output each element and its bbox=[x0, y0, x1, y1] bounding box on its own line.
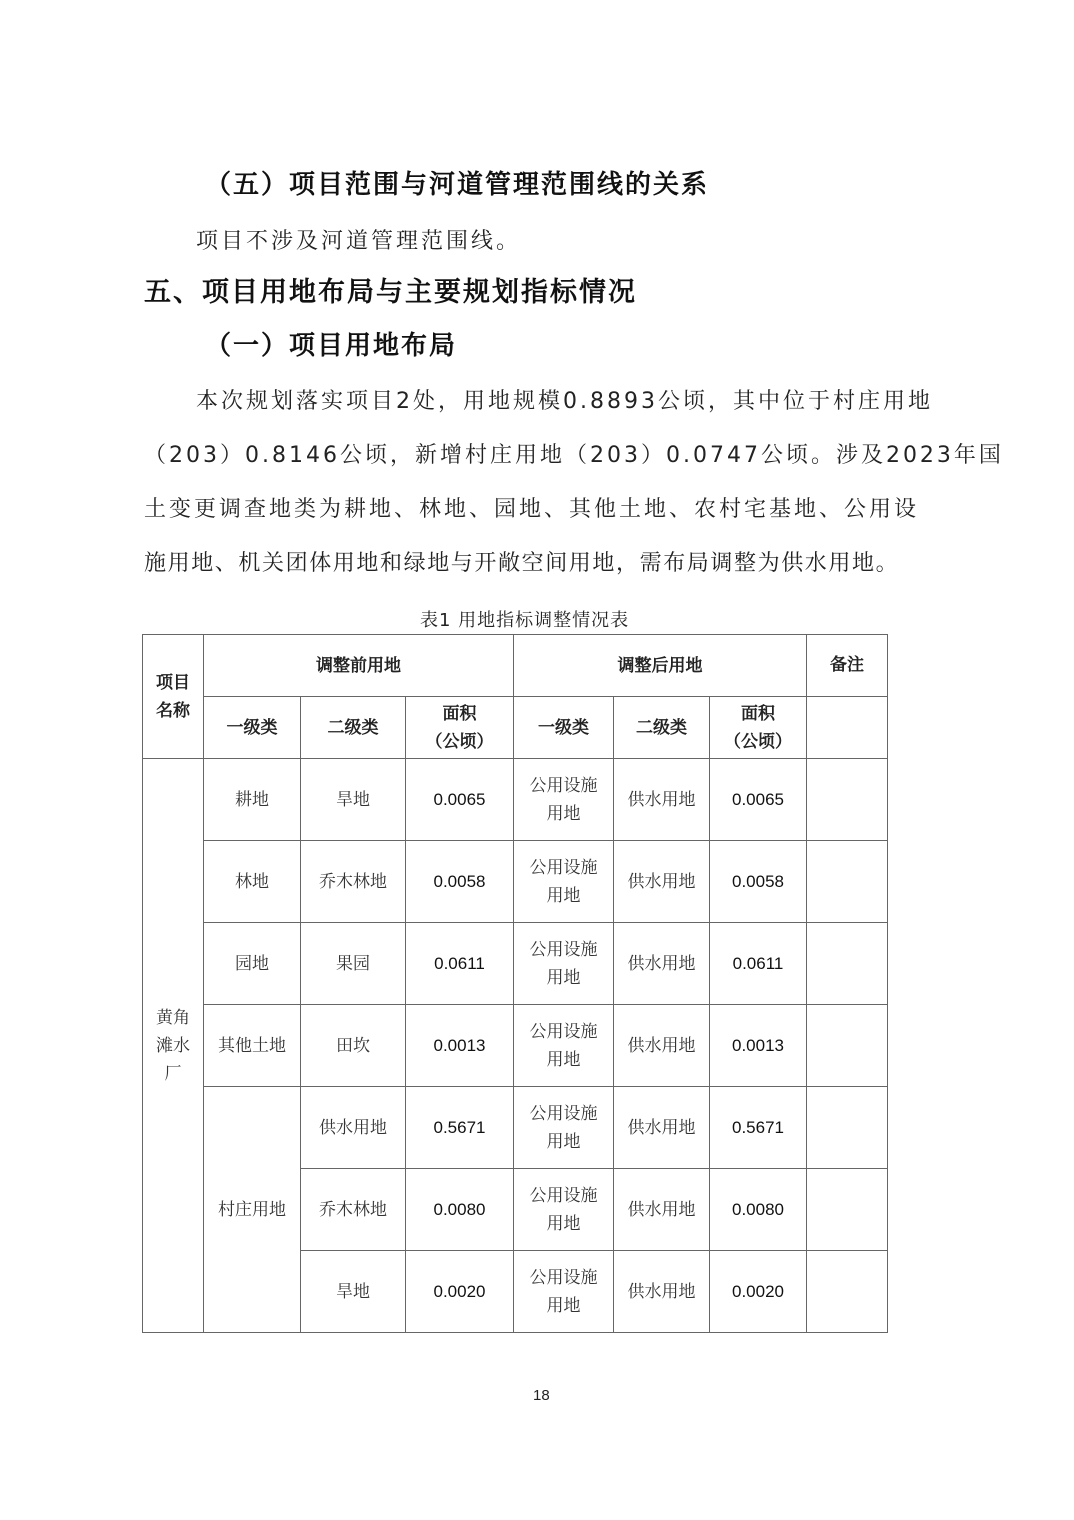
after-level1-cell: 公用设施用地 bbox=[514, 1087, 614, 1169]
remark-cell bbox=[807, 1087, 888, 1169]
remark-cell bbox=[807, 1169, 888, 1251]
table-row bbox=[143, 923, 888, 1005]
before-level1-cell: 耕地 bbox=[204, 759, 301, 841]
after-area-cell: 0.0013 bbox=[710, 1005, 807, 1087]
remark-cell bbox=[807, 1251, 888, 1333]
after-area-cell: 0.5671 bbox=[710, 1087, 807, 1169]
table-row bbox=[143, 841, 888, 923]
land-adjustment-table bbox=[142, 634, 888, 1333]
table-caption: 表1 用地指标调整情况表 bbox=[420, 610, 630, 631]
before-level2-cell: 田坎 bbox=[301, 1005, 406, 1087]
section-heading-5: （五）项目范围与河道管理范围线的关系 bbox=[205, 170, 710, 200]
before-level2-cell: 乔木林地 bbox=[301, 841, 406, 923]
before-level1-cell: 林地 bbox=[204, 841, 301, 923]
project-name-cell: 黄角滩水厂 bbox=[143, 759, 204, 1333]
after-area-cell: 0.0065 bbox=[710, 759, 807, 841]
after-level2-cell: 供水用地 bbox=[614, 1251, 710, 1333]
before-area-cell: 0.0065 bbox=[406, 759, 514, 841]
before-level1-cell: 村庄用地 bbox=[204, 1087, 301, 1333]
section-5-paragraph: 项目不涉及河道管理范围线。 bbox=[196, 229, 522, 254]
remark-cell bbox=[807, 1005, 888, 1087]
before-area-cell: 0.0020 bbox=[406, 1251, 514, 1333]
remark-cell bbox=[807, 841, 888, 923]
before-level2-cell: 果园 bbox=[301, 923, 406, 1005]
table-row bbox=[143, 1005, 888, 1087]
body-line-4: 施用地、机关团体用地和绿地与开敞空间用地，需布局调整为供水用地。 bbox=[144, 551, 900, 576]
before-area-cell: 0.5671 bbox=[406, 1087, 514, 1169]
header-before-level2: 二级类 bbox=[301, 697, 406, 759]
header-after: 调整后用地 bbox=[514, 635, 807, 697]
after-area-cell: 0.0020 bbox=[710, 1251, 807, 1333]
before-area-cell: 0.0013 bbox=[406, 1005, 514, 1087]
after-level1-cell: 公用设施用地 bbox=[514, 1169, 614, 1251]
after-level2-cell: 供水用地 bbox=[614, 841, 710, 923]
after-level1-cell: 公用设施用地 bbox=[514, 923, 614, 1005]
body-line-1: 本次规划落实项目2处，用地规模0.8893公顷，其中位于村庄用地 bbox=[196, 389, 933, 414]
header-before: 调整前用地 bbox=[204, 635, 514, 697]
page-number: 18 bbox=[533, 1387, 550, 1404]
before-area-cell: 0.0080 bbox=[406, 1169, 514, 1251]
after-level1-cell: 公用设施用地 bbox=[514, 1251, 614, 1333]
header-before-area: 面积 （公顷） bbox=[406, 697, 514, 759]
after-level2-cell: 供水用地 bbox=[614, 759, 710, 841]
after-level2-cell: 供水用地 bbox=[614, 923, 710, 1005]
header-remark-empty bbox=[807, 697, 888, 759]
subsection-heading-1: （一）项目用地布局 bbox=[205, 331, 458, 361]
after-level2-cell: 供水用地 bbox=[614, 1087, 710, 1169]
header-before-level1: 一级类 bbox=[204, 697, 301, 759]
header-after-level1: 一级类 bbox=[514, 697, 614, 759]
header-remark: 备注 bbox=[807, 635, 888, 697]
after-area-cell: 0.0611 bbox=[710, 923, 807, 1005]
remark-cell bbox=[807, 759, 888, 841]
header-after-area: 面积 （公顷） bbox=[710, 697, 807, 759]
body-line-2: （203）0.8146公顷，新增村庄用地（203）0.0747公顷。涉及2023年国 bbox=[144, 443, 1004, 468]
before-level2-cell: 旱地 bbox=[301, 759, 406, 841]
after-area-cell: 0.0080 bbox=[710, 1169, 807, 1251]
header-after-level2: 二级类 bbox=[614, 697, 710, 759]
after-area-cell: 0.0058 bbox=[710, 841, 807, 923]
after-level2-cell: 供水用地 bbox=[614, 1005, 710, 1087]
after-level1-cell: 公用设施用地 bbox=[514, 759, 614, 841]
before-level1-cell: 其他土地 bbox=[204, 1005, 301, 1087]
after-level1-cell: 公用设施用地 bbox=[514, 841, 614, 923]
before-area-cell: 0.0611 bbox=[406, 923, 514, 1005]
header-project-name: 项目名称 bbox=[143, 635, 204, 759]
before-area-cell: 0.0058 bbox=[406, 841, 514, 923]
before-level2-cell: 供水用地 bbox=[301, 1087, 406, 1169]
before-level2-cell: 旱地 bbox=[301, 1251, 406, 1333]
after-level1-cell: 公用设施用地 bbox=[514, 1005, 614, 1087]
before-level1-cell: 园地 bbox=[204, 923, 301, 1005]
before-level2-cell: 乔木林地 bbox=[301, 1169, 406, 1251]
body-line-3: 土变更调查地类为耕地、林地、园地、其他土地、农村宅基地、公用设 bbox=[144, 497, 920, 522]
table-row bbox=[143, 1087, 888, 1169]
remark-cell bbox=[807, 923, 888, 1005]
table-row bbox=[143, 759, 888, 841]
after-level2-cell: 供水用地 bbox=[614, 1169, 710, 1251]
chapter-title: 五、项目用地布局与主要规划指标情况 bbox=[144, 277, 637, 308]
